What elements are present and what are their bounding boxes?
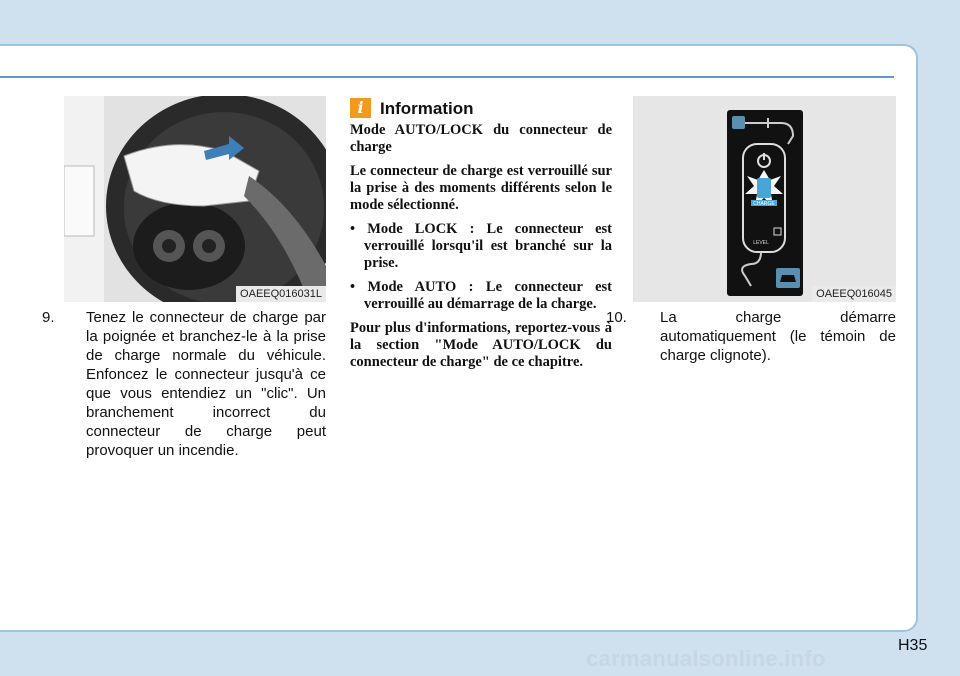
charge-label: CHARGE (753, 201, 775, 207)
info-box-header (350, 98, 614, 120)
charge-indicator-illustration (633, 96, 896, 302)
info-footer: Pour plus d'informations, reportez-vous à la section "Mode AUTO/LOCK du connecteur de charge" de ce chapitre. (350, 320, 612, 370)
charging-connector-illustration (64, 96, 326, 302)
info-bullet-lock: • Mode LOCK : Le connecteur est verrouillé lorsqu'il est branché sur la prise. (350, 221, 612, 271)
figure-charge-indicator (633, 96, 896, 302)
step-10 (606, 308, 896, 365)
watermark: carmanualsonline.info (586, 646, 826, 671)
step-text: Tenez le connecteur de charge par la poignée et branchez-le à la prise de charge normale du véhicule. Enfoncez le connecteur jusqu'à ce que vous entendiez un "clic". Un branchement incorrect du connecteur de charge peut provoquer un incendie. (86, 309, 326, 459)
info-intro: Le connecteur de charge est verrouillé sur la prise à des moments différents selon le mode sélectionné. (350, 163, 612, 213)
figure-caption: OAEEQ016031L (236, 286, 326, 302)
info-subtitle: Mode AUTO/LOCK du connecteur de charge (350, 122, 612, 155)
step-number: 9. (42, 309, 55, 326)
info-body (350, 122, 612, 378)
step-number: 10. (606, 309, 627, 326)
step-text: La charge démarre automatiquement (le témoin de charge clignote). (660, 309, 896, 364)
info-title: Information (380, 99, 474, 118)
info-icon: i (350, 98, 371, 118)
level-label: LEVEL (753, 240, 769, 246)
figure-caption: OAEEQ016045 (812, 286, 896, 302)
page-number: H35 (898, 637, 928, 654)
figure-charging-port-photo (64, 96, 326, 302)
header-rule (0, 76, 894, 78)
step-9 (42, 308, 326, 460)
info-bullet-auto: • Mode AUTO : Le connecteur est verrouillé au démarrage de la charge. (350, 279, 612, 312)
